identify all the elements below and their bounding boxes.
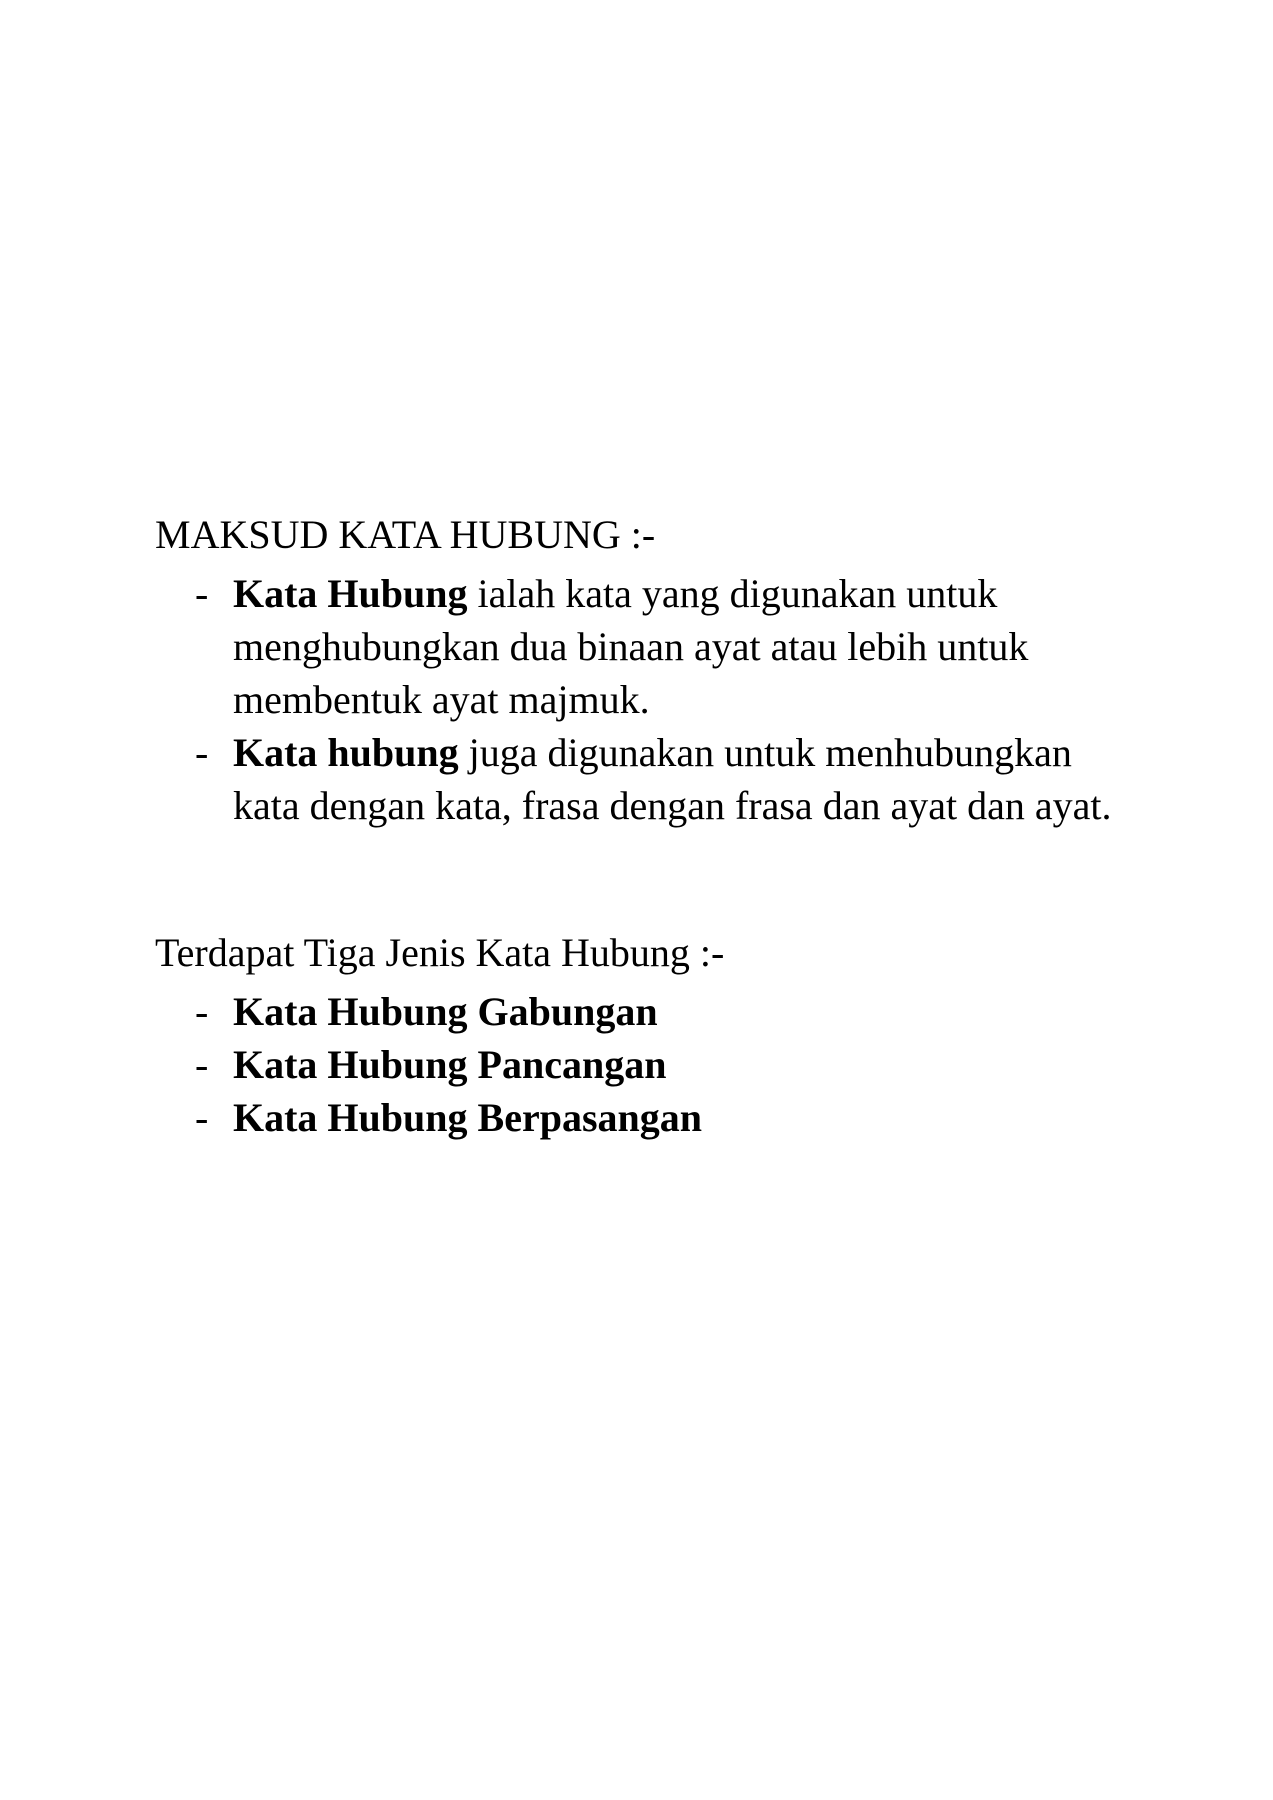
- definition-text: juga digunakan untuk menhubungkan kata dengan kata, frasa dengan frasa dan ayat dan ayat.: [233, 730, 1112, 828]
- type-label: Kata Hubung Berpasangan: [233, 1095, 703, 1140]
- type-label: Kata Hubung Pancangan: [233, 1042, 667, 1087]
- type-label: Kata Hubung Gabungan: [233, 989, 658, 1034]
- type-item: [155, 985, 1155, 1038]
- document-content: [155, 508, 1155, 1144]
- list-dash: -: [195, 571, 209, 616]
- type-item: [155, 1091, 1155, 1144]
- definition-list: [155, 567, 1155, 832]
- section-heading-maksud: MAKSUD KATA HUBUNG :-: [155, 512, 656, 557]
- definition-term: Kata hubung: [233, 730, 459, 775]
- list-dash: -: [195, 730, 209, 775]
- definition-item: [155, 567, 1133, 726]
- list-dash: -: [195, 1095, 209, 1140]
- definition-term: Kata Hubung: [233, 571, 468, 616]
- section-heading-jenis: Terdapat Tiga Jenis Kata Hubung :-: [155, 930, 725, 975]
- list-dash: -: [195, 989, 209, 1034]
- section-spacer: [155, 832, 1155, 926]
- type-item: [155, 1038, 1155, 1091]
- definition-text: ialah kata yang digunakan untuk menghubungkan dua binaan ayat atau lebih untuk membentuk ayat majmuk.: [233, 571, 1029, 722]
- types-list: [155, 985, 1155, 1144]
- definition-item: [155, 726, 1133, 832]
- list-dash: -: [195, 1042, 209, 1087]
